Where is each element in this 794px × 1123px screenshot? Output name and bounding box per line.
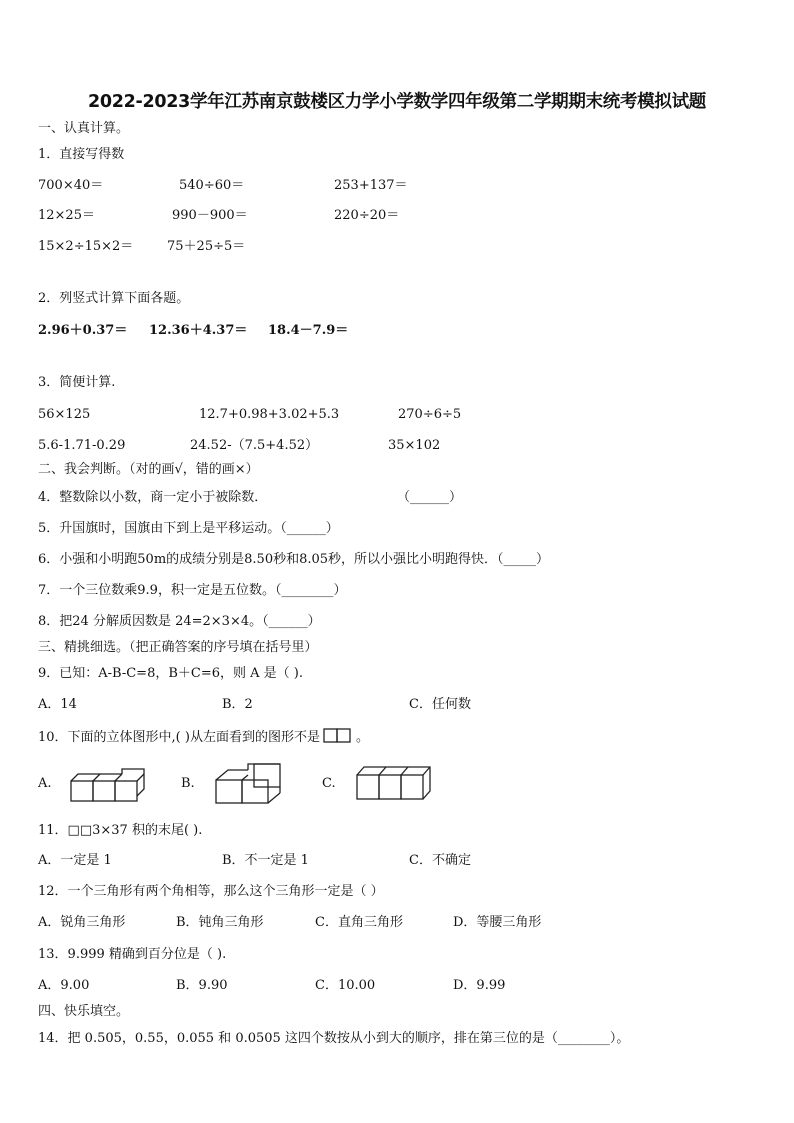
calc-item: 56×125	[38, 407, 91, 422]
section-heading-1: 一、认真计算。	[38, 121, 130, 136]
option-a: A．14	[38, 697, 77, 712]
question-10	[38, 728, 369, 746]
calc-item: 270÷6÷5	[398, 407, 462, 422]
calc-item: 220÷20＝	[334, 208, 400, 223]
option-b: B．钝角三角形	[176, 915, 264, 930]
option-a: A．锐角三角形	[38, 915, 126, 930]
option-c: C．任何数	[409, 697, 471, 712]
option-a: A．9.00	[38, 978, 90, 993]
option-d: D．等腰三角形	[453, 915, 542, 930]
option-b: B.	[181, 776, 195, 791]
option-b: B．不一定是 1	[222, 853, 309, 868]
calc-item: 12×25＝	[38, 208, 95, 223]
calc-item: 2.96＋0.37＝	[38, 323, 128, 338]
option-d: D．9.99	[453, 978, 506, 993]
two-squares-figure	[323, 728, 353, 744]
calc-item: 35×102	[388, 438, 441, 453]
question-1-label: 1．直接写得数	[38, 147, 125, 162]
answer-blank: （______）	[397, 490, 463, 505]
section-heading-2: 二、我会判断。（对的画√，错的画×）	[38, 462, 259, 477]
question-2-label: 2．列竖式计算下面各题。	[38, 291, 190, 306]
calc-item: 15×2÷15×2＝	[38, 239, 134, 254]
calc-item: 75＋25÷5＝	[167, 239, 246, 254]
calc-item: 12.36＋4.37＝	[149, 323, 248, 338]
question-12: 12．一个三角形有两个角相等，那么这个三角形一定是（ ）	[38, 884, 384, 899]
section-heading-3: 三、精挑细选。（把正确答案的序号填在括号里）	[38, 640, 318, 655]
section-heading-4: 四、快乐填空。	[38, 1004, 130, 1019]
page-title: 2022-2023学年江苏南京鼓楼区力学小学数学四年级第二学期期末统考模拟试题	[88, 92, 706, 112]
question-8: 8．把24 分解质因数是 24=2×3×4。（______）	[38, 614, 321, 629]
question-7: 7．一个三位数乘9.9，积一定是五位数。（________）	[38, 583, 347, 598]
question-5: 5．升国旗时，国旗由下到上是平移运动。（______）	[38, 521, 339, 536]
question-14: 14．把 0.505，0.55，0.055 和 0.0505 这四个数按从小到大的顺序，排在第三位的是（________）。	[38, 1031, 630, 1046]
question-13: 13．9.999 精确到百分位是（ ).	[38, 947, 227, 962]
option-a: A．一定是 1	[38, 853, 112, 868]
option-c: C.	[322, 776, 336, 791]
option-c: C．不确定	[409, 853, 471, 868]
question-4: 4．整数除以小数，商一定小于被除数．	[38, 490, 268, 505]
calc-item: 700×40＝	[38, 178, 104, 193]
calc-item: 5.6-1.71-0.29	[38, 438, 126, 453]
option-c: C．直角三角形	[315, 915, 403, 930]
option-b: B．2	[222, 697, 253, 712]
cube-figure-b	[214, 762, 284, 806]
calc-item: 18.4－7.9＝	[268, 323, 349, 338]
option-c: C．10.00	[315, 978, 376, 993]
calc-item: 540÷60＝	[179, 178, 245, 193]
option-b: B．9.90	[176, 978, 228, 993]
cube-figure-c	[355, 764, 435, 804]
question-10-text: 10．下面的立体图形中,( )从左面看到的图形不是	[38, 730, 320, 745]
calc-item: 24.52-（7.5+4.52）	[190, 438, 319, 453]
option-a: A.	[38, 776, 52, 791]
cube-figure-a	[68, 768, 154, 804]
calc-item: 12.7+0.98+3.02+5.3	[199, 407, 340, 422]
question-9: 9．已知：A-B-C=8，B＋C=6，则 A 是（ ).	[38, 666, 304, 681]
calc-item: 253+137＝	[334, 178, 408, 193]
question-6: 6．小强和小明跑50m的成绩分别是8.50秒和8.05秒，所以小强比小明跑得快．（_____）	[38, 552, 550, 567]
question-11: 11．□□3×37 积的末尾( ).	[38, 823, 203, 838]
calc-item: 990－900＝	[172, 208, 248, 223]
question-3-label: 3．简便计算.	[38, 375, 116, 390]
question-10-end: 。	[355, 730, 369, 745]
